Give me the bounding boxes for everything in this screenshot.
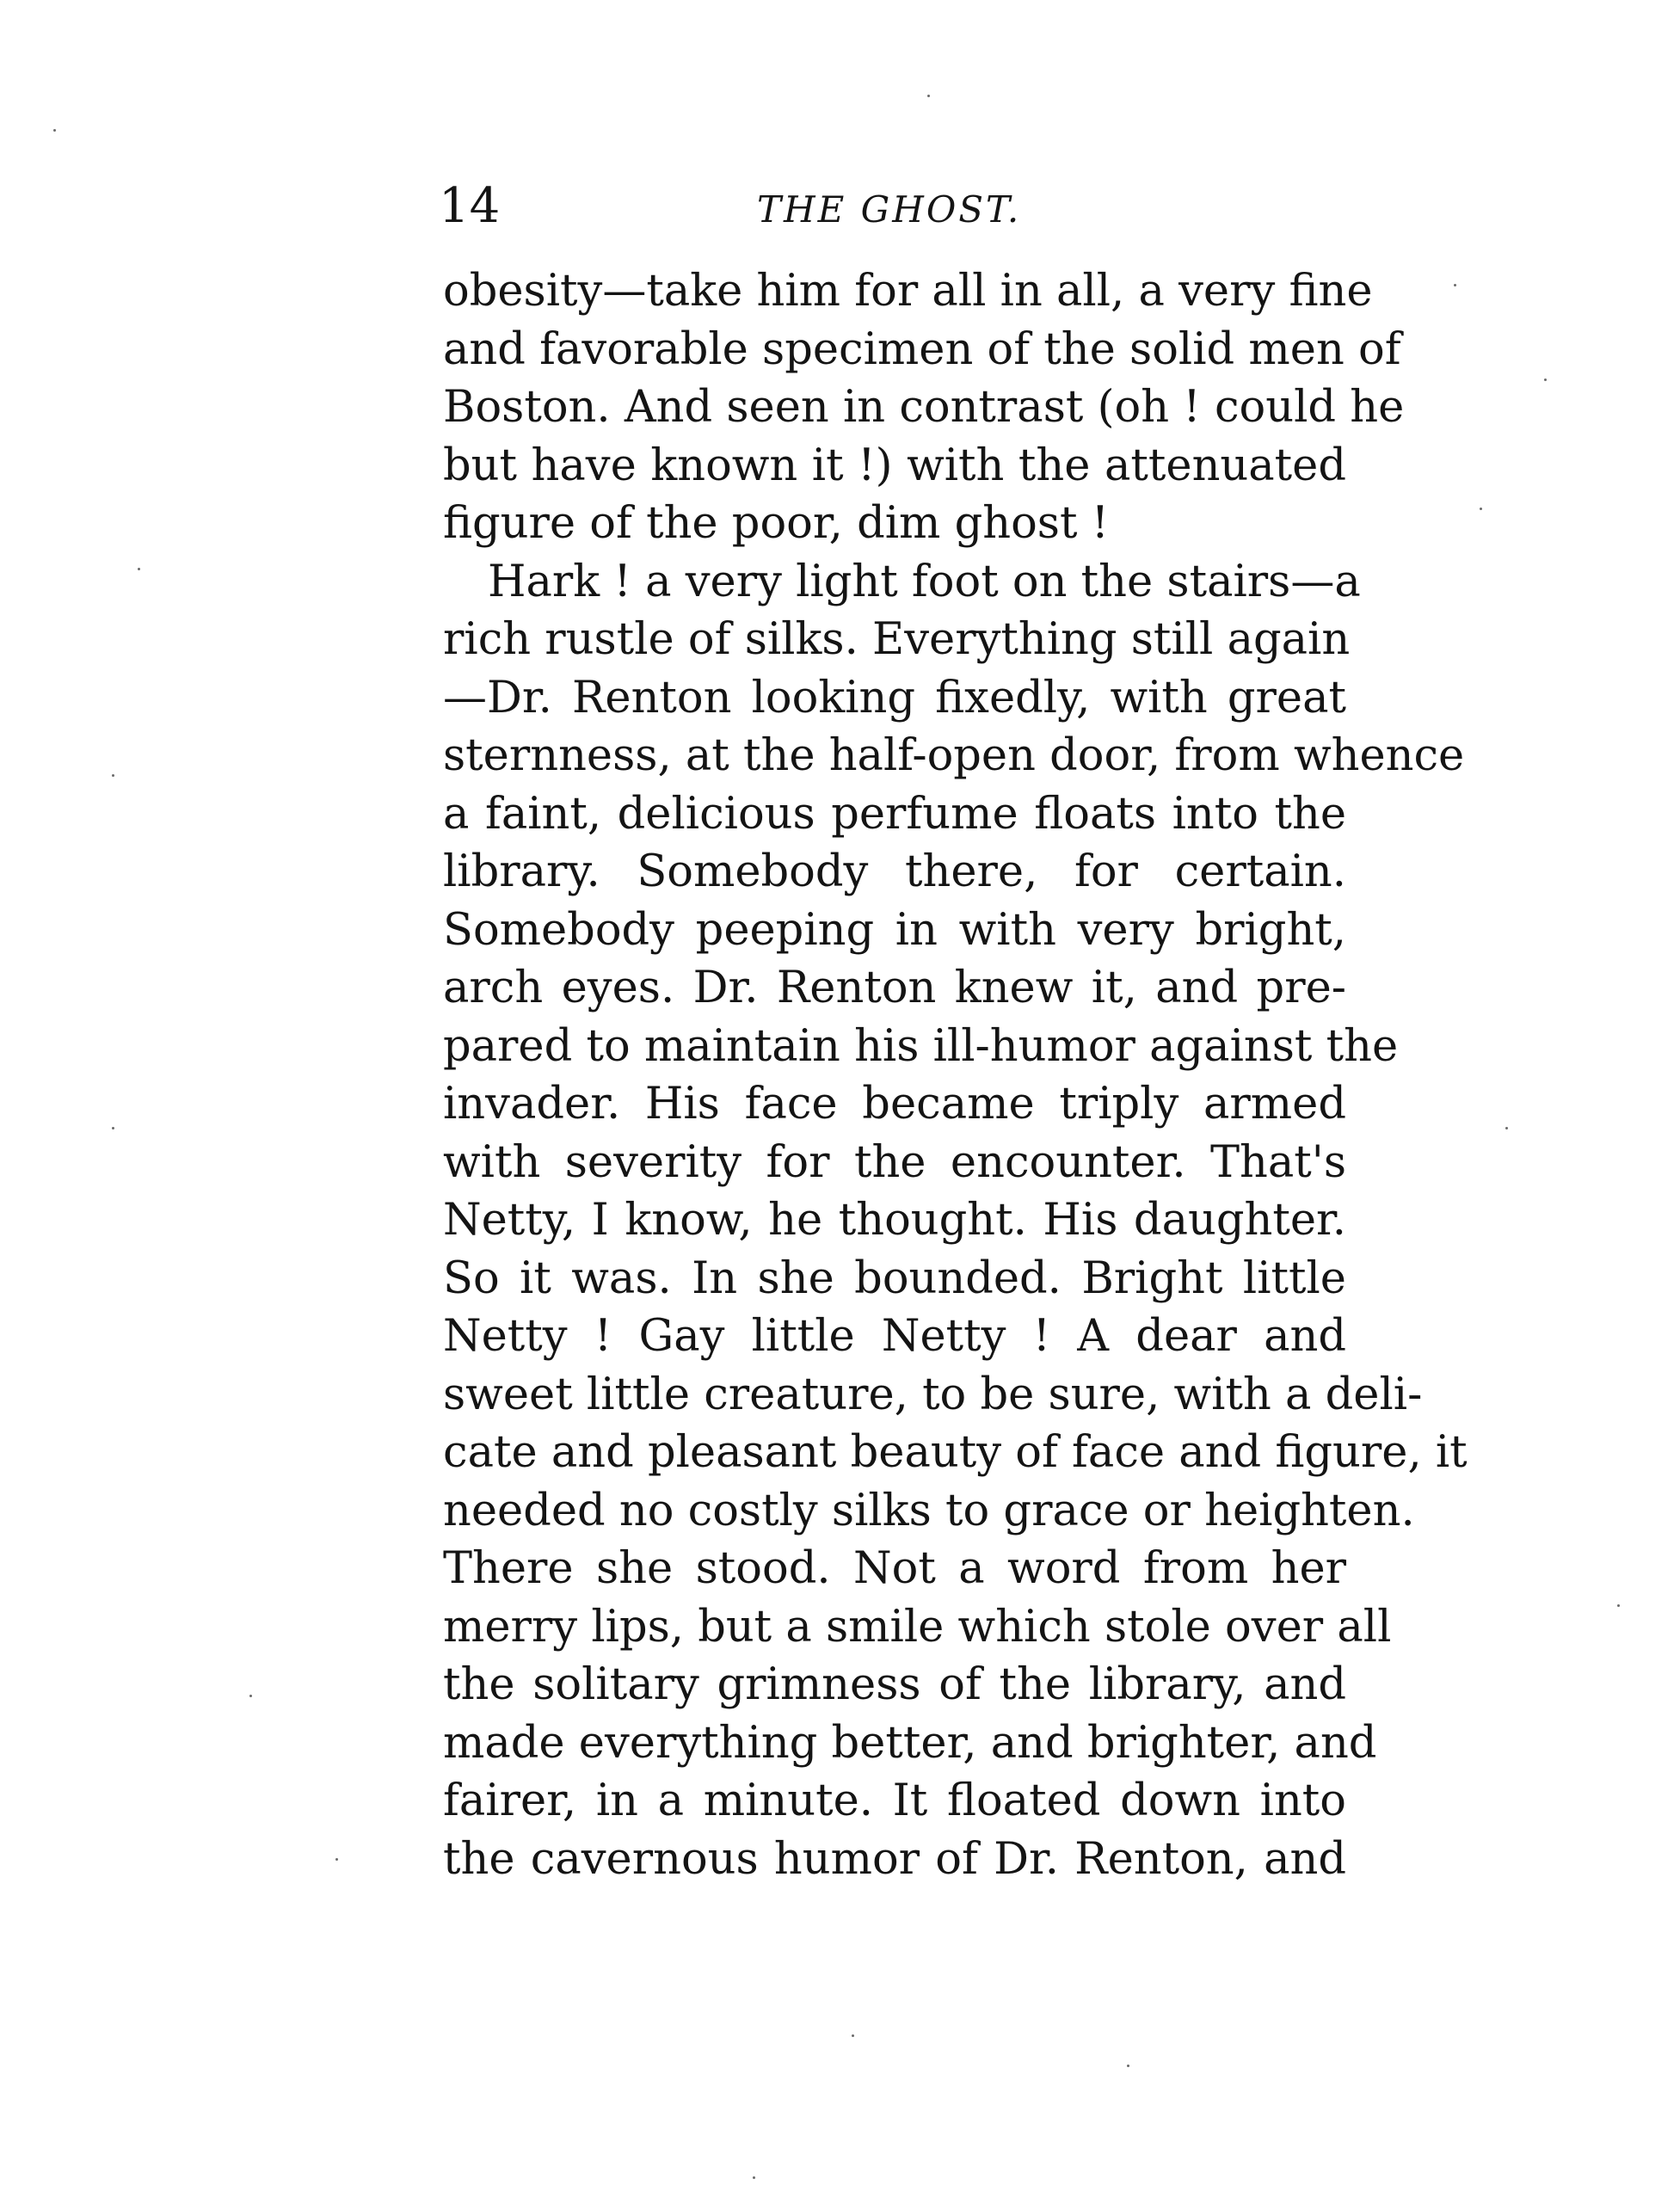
text-line: rich rustle of silks. Everything still again [443, 614, 1351, 665]
text-line: Netty ! Gay little Netty ! A dear and [443, 1311, 1346, 1362]
scan-speck [249, 1695, 252, 1697]
running-title: THE GHOST. [757, 188, 1022, 231]
scan-speck [138, 568, 140, 570]
text-line: arch eyes. Dr. Renton knew it, and pre- [443, 963, 1346, 1013]
scan-speck [335, 1858, 338, 1861]
text-line: needed no costly silks to grace or heighten. [443, 1485, 1415, 1536]
scan-speck [1127, 2065, 1129, 2067]
text-line: a faint, delicious perfume floats into the [443, 788, 1346, 840]
scan-speck [112, 1127, 114, 1129]
text-line: figure of the poor, dim ghost ! [443, 498, 1110, 549]
text-line: cate and pleasant beauty of face and figure, it [443, 1427, 1468, 1478]
scan-speck [1544, 379, 1547, 381]
text-line: the solitary grimness of the library, and [443, 1659, 1346, 1710]
text-line: Somebody peeping in with very bright, [443, 904, 1346, 956]
body-text [443, 262, 1468, 1888]
scan-speck [1480, 508, 1482, 510]
text-line: obesity—take him for all in all, a very fine [443, 266, 1373, 317]
text-line: sternness, at the half-open door, from whence [443, 730, 1465, 781]
text-line: invader. His face became triply armed [443, 1079, 1346, 1129]
text-line: There she stood. Not a word from her [443, 1543, 1346, 1594]
text-line: So it was. In she bounded. Bright little [443, 1252, 1346, 1304]
text-line: library. Somebody there, for certain. [443, 846, 1346, 897]
text-line: and favorable specimen of the solid men of [443, 323, 1401, 375]
text-line: the cavernous humor of Dr. Renton, and [443, 1833, 1346, 1885]
scan-speck [1454, 284, 1456, 286]
text-line: —Dr. Renton looking fixedly, with great [443, 672, 1346, 723]
text-line: pared to maintain his ill-humor against the [443, 1020, 1399, 1072]
scan-speck [1505, 1127, 1508, 1129]
paragraph-1 [443, 262, 1405, 553]
text-line: with severity for the encounter. That's [443, 1136, 1346, 1188]
text-line: fairer, in a minute. It floated down into [443, 1776, 1346, 1826]
text-line: merry lips, but a smile which stole over all [443, 1601, 1392, 1652]
text-line: Hark ! a very light foot on the stairs—a [488, 556, 1361, 607]
scan-speck [112, 774, 114, 777]
paragraph-2 [443, 553, 1468, 1889]
scan-speck [753, 2176, 755, 2179]
page-header [439, 176, 1342, 237]
text-line: Netty, I know, he thought. His daughter. [443, 1195, 1346, 1246]
scan-speck [852, 2034, 854, 2037]
page-number: 14 [439, 178, 501, 234]
text-line: made everything better, and brighter, and [443, 1717, 1377, 1769]
text-line: Boston. And seen in contrast (oh ! could he [443, 382, 1405, 433]
scan-speck [1617, 1604, 1620, 1607]
text-line: but have known it !) with the attenuated [443, 440, 1346, 491]
scan-speck [927, 95, 930, 97]
scan-speck [53, 129, 56, 132]
text-line: sweet little creature, to be sure, with a deli- [443, 1369, 1423, 1420]
